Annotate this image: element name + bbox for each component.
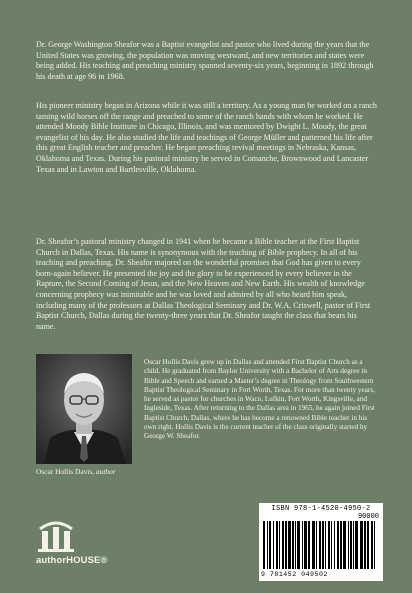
- barcode-bar: [273, 521, 274, 569]
- barcode-bar: [322, 521, 324, 569]
- barcode-bar: [355, 521, 358, 569]
- publisher-logo: [36, 515, 116, 575]
- barcode-bar: [279, 521, 280, 569]
- price-code: 90000: [357, 513, 379, 521]
- isbn-label: ISBN 978-1-4520-4950-2: [271, 505, 371, 513]
- barcode-bar: [353, 521, 354, 569]
- barcode-bar: [325, 521, 326, 569]
- barcode-bar: [348, 521, 349, 569]
- barcode-bar: [367, 521, 369, 569]
- barcode-bar: [292, 521, 294, 569]
- barcode-bar: [312, 521, 315, 569]
- author-caption: [36, 467, 146, 476]
- barcode-bar: [269, 521, 271, 569]
- barcode-bar: [319, 521, 321, 569]
- barcode-bar: [340, 521, 342, 569]
- ean-digits: 9 781452 049502: [261, 571, 328, 578]
- barcode-bars: [263, 521, 379, 571]
- publisher-logo-icon: [36, 515, 76, 553]
- barcode-bar: [263, 521, 265, 569]
- barcode-bar: [267, 521, 268, 569]
- barcode-bar: [371, 521, 373, 569]
- barcode-bar: [374, 521, 375, 569]
- isbn-barcode: [259, 503, 383, 581]
- barcode-bar: [308, 521, 310, 569]
- barcode-bar: [331, 521, 332, 569]
- barcode-bar: [285, 521, 287, 569]
- barcode-bar: [360, 521, 363, 569]
- barcode-bar: [337, 521, 339, 569]
- barcode-bar: [295, 521, 296, 569]
- barcode-bar: [350, 521, 352, 569]
- barcode-bar: [343, 521, 346, 569]
- barcode-bar: [288, 521, 291, 569]
- author-bio: Oscar Hollis Davis grew up in Dallas and attended First Baptist Church as a child. He graduated from Baylor University with a Bachelor of Arts degree in Bible and Speech and earned a Master’s degree in Theology from Southwestern Baptist Theological Seminary in Fort Worth, Texas. For more than twenty years, he served as pastor for churches in Waco, Lufkin, Fort Worth, Kingsville, and Ingleside, Texas. After returning to the Dallas area in 1965, he again joined First Baptist Church, Dallas, where he has become a renowned Bible teacher in his own right. Hollis Davis is the current teacher of the class originally started by George W. Sheafor.: [144, 358, 375, 441]
- description-paragraph-2: His pioneer ministry began in Arizona while it was still a territory. As a young man he worked on a ranch taming wild horses off the range and preached to some of the ranch hands with whom he worked. He attended Moody Bible Institute in Chicago, Illinois, and was mentored by Dwight L. Moody, the great evangelist of his day. He also studied the life and teachings of George Müller and patterned his life after this great English teacher and preacher. He began preaching revival meetings in Nebraska, Kansas, Oklahoma and Texas. During his pastoral ministry he served in Comanche, Brownwood and Lancaster Texas and in Lawton and Bartlesville, Oklahoma.: [36, 101, 377, 174]
- barcode-bar: [304, 521, 307, 569]
- barcode-bar: [364, 521, 366, 569]
- barcode-bar: [334, 521, 335, 569]
- publisher-logo-text: authorHOUSE®: [36, 555, 108, 566]
- barcode-bar: [276, 521, 278, 569]
- barcode-bar: [316, 521, 317, 569]
- author-name: Oscar Hollis Davis,: [36, 467, 95, 476]
- barcode-bar: [302, 521, 303, 569]
- author-portrait-image: [36, 354, 132, 464]
- barcode-bar: [297, 521, 300, 569]
- barcode-bar: [282, 521, 284, 569]
- author-role: author: [95, 467, 116, 476]
- author-photo: [36, 354, 132, 464]
- barcode-bar: [328, 521, 330, 569]
- description-paragraph-1: Dr. George Washington Sheafor was a Baptist evangelist and pastor who lived during the years that the United States was growing, the population was moving westward, and new territories and states were being added. His teaching and preaching ministry spanned seventy-six years, beginning in 1892 through his death at age 96 in 1968.: [36, 40, 374, 81]
- description-paragraph-3: Dr. Sheafor’s pastoral ministry changed in 1941 when he became a Bible teacher at the First Baptist Church in Dallas, Texas. His name is synonymous with the teaching of Bible prophecy. In all of his teaching and preaching, Dr. Sheafor majored on the wonderful promises that God has given to every born-again believer. He presented the joy and the glory to be experienced by every believer in the Rapture, the Second Coming of Jesus, and the New Heaven and New Earth. His wealth of knowledge concerning prophecy was inimitable and he was loved and admired by all who heard him speak, including many of the professors at Dallas Theological Seminary and Dr. W.A. Criswell, pastor of First Baptist Church, Dallas during the twenty-three years that Dr. Sheafor taught the class that bears his name.: [36, 237, 371, 331]
